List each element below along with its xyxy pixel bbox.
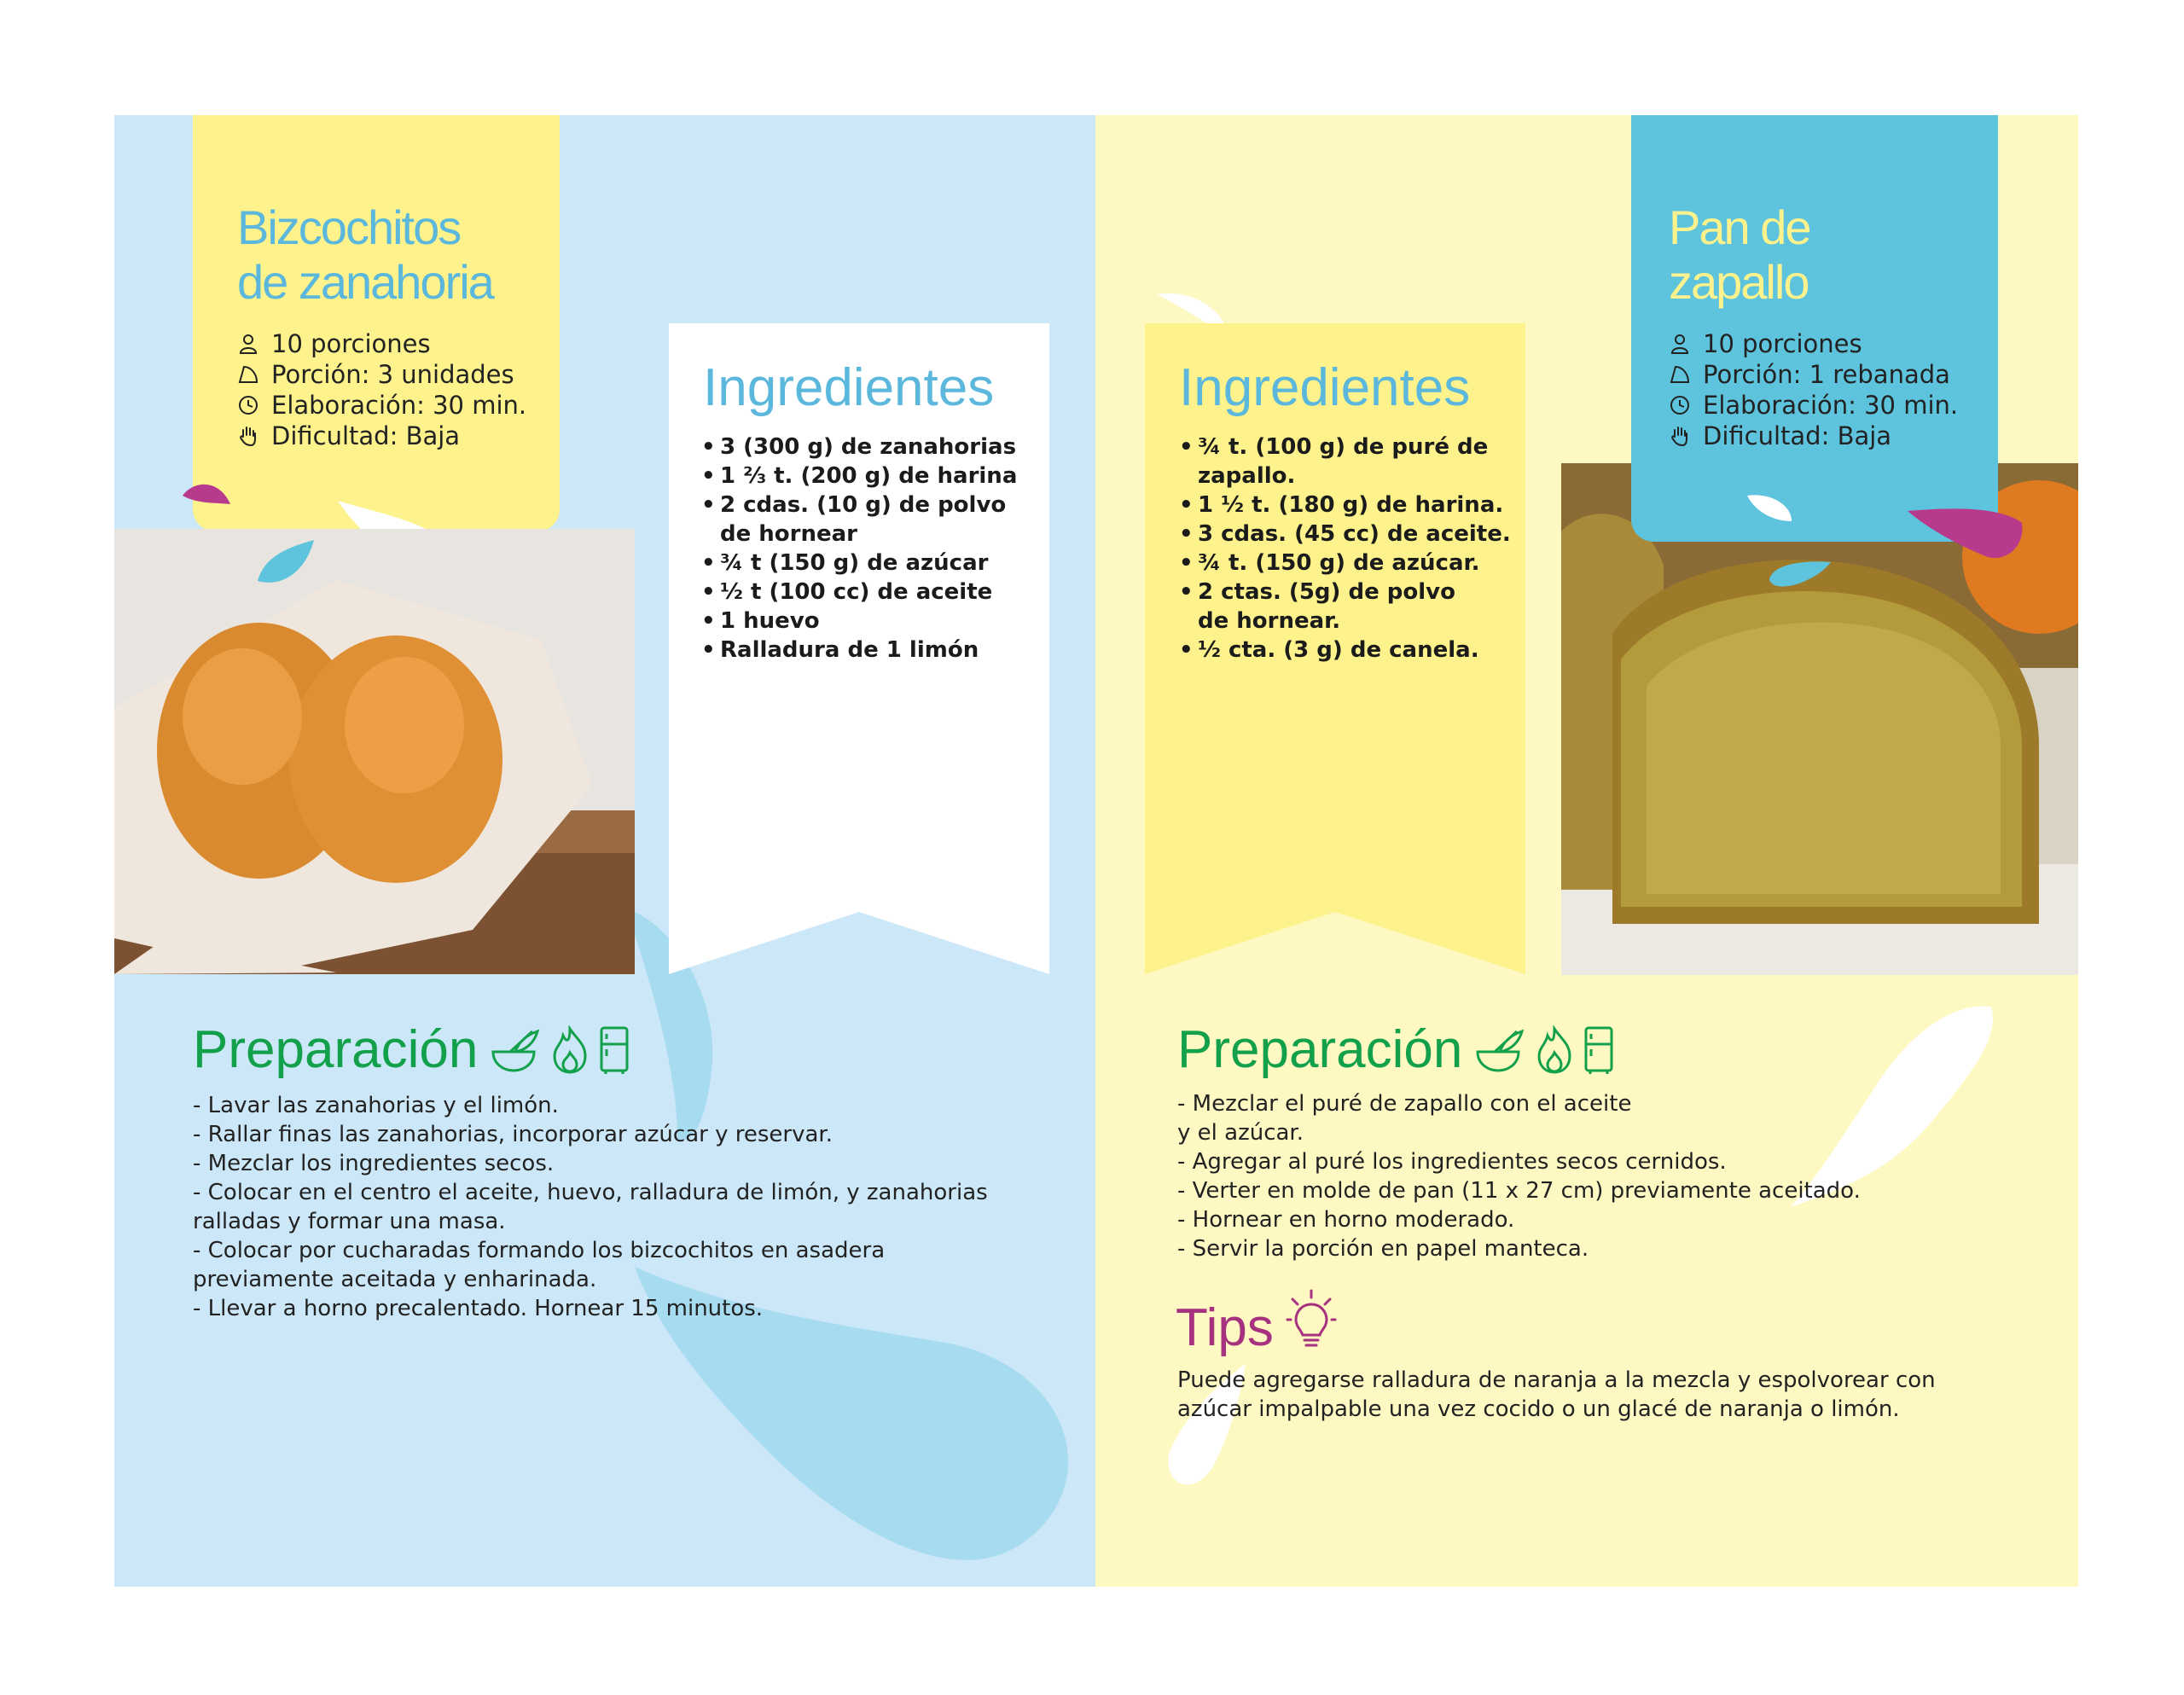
recipe-title <box>237 200 493 310</box>
recipe-title-card <box>193 115 560 531</box>
fridge-icon <box>1583 1025 1614 1075</box>
meta-text: 10 porciones <box>1703 329 1862 358</box>
preparation-heading <box>193 1019 630 1080</box>
meta-text: Porción: 1 rebanada <box>1703 360 1950 389</box>
decorative-drop-shape <box>181 479 232 513</box>
preparation-icons <box>1464 1025 1614 1075</box>
preparation-step: - Hornear en horno moderado. <box>1177 1207 1515 1233</box>
ingredient-item-continuation: de hornear. <box>1198 608 1341 634</box>
recipe-panel-right <box>1095 115 2078 1587</box>
preparation-steps <box>193 1091 988 1323</box>
meta-text: Dificultad: Baja <box>271 421 461 450</box>
recipe-title-line: Bizcochitos <box>237 200 461 254</box>
person-icon <box>237 333 259 355</box>
meta-portion <box>1669 359 1958 390</box>
ingredient-item-continuation: zapallo. <box>1198 463 1296 489</box>
decorative-drop-shape <box>1766 559 1834 589</box>
recipe-title-line: Pan de <box>1669 200 1810 254</box>
preparation-icons <box>479 1025 630 1075</box>
recipe-meta-list <box>237 328 526 451</box>
preparation-step: - Verter en molde de pan (11 x 27 cm) previamente aceitado. <box>1177 1178 1861 1204</box>
hand-icon <box>237 425 259 447</box>
clock-icon <box>237 394 259 416</box>
ingredient-item: • ¾ t. (150 g) de azúcar. <box>1179 549 1511 578</box>
preparation-step-continuation: y el azúcar. <box>1177 1120 1304 1146</box>
preparation-step: - Mezclar los ingredientes secos. <box>193 1151 555 1176</box>
preparation-step: - Colocar por cucharadas formando los bizcochitos en asadera <box>193 1238 886 1263</box>
ingredient-item: • 1 ⅔ t. (200 g) de harina <box>701 461 1017 491</box>
preparation-step: - Lavar las zanahorias y el limón. <box>193 1093 559 1118</box>
preparation-step: - Rallar finas las zanahorias, incorporar azúcar y reservar. <box>193 1122 833 1147</box>
preparation-step: - Llevar a horno precalentado. Hornear 15 minutos. <box>193 1296 764 1321</box>
recipe-title-line: de zanahoria <box>237 255 493 309</box>
preparation-step-continuation: previamente aceitada y enharinada. <box>193 1267 597 1292</box>
carrot-cookies-photo <box>114 529 635 974</box>
flame-icon <box>551 1025 589 1075</box>
preparation-heading <box>1177 1019 1614 1080</box>
ingredients-title: Ingredientes <box>703 358 995 417</box>
meta-portion <box>237 359 526 390</box>
ingredients-banner <box>1145 323 1525 974</box>
meta-text: Porción: 3 unidades <box>271 360 514 389</box>
meta-text: 10 porciones <box>271 329 431 358</box>
tips-title: Tips <box>1176 1298 1274 1357</box>
ingredients-list <box>701 432 1017 665</box>
meta-servings <box>237 328 526 359</box>
meta-text: Elaboración: 30 min. <box>1703 391 1959 420</box>
recipe-title-card <box>1631 115 1998 542</box>
tips-text <box>1177 1366 1936 1424</box>
person-icon <box>1669 333 1691 355</box>
hand-icon <box>1669 425 1691 447</box>
tips-text-line: azúcar impalpable una vez cocido o un glacé de naranja o limón. <box>1177 1396 1900 1422</box>
ingredient-item: • 1 ½ t. (180 g) de harina. <box>1179 491 1511 520</box>
meta-time <box>1669 390 1958 421</box>
ingredients-banner <box>669 323 1049 974</box>
ingredient-item: • ½ t (100 cc) de aceite <box>701 578 1017 607</box>
decorative-drop-shape <box>256 538 316 589</box>
ingredient-item: • 3 (300 g) de zanahorias <box>701 432 1017 461</box>
ingredient-item: • 2 cdas. (10 g) de polvo <box>701 491 1017 520</box>
clock-icon <box>1669 394 1691 416</box>
tips-text-line: Puede agregarse ralladura de naranja a la mezcla y espolvorear con <box>1177 1367 1936 1393</box>
ingredient-item-continuation: de hornear <box>720 521 858 547</box>
preparation-title: Preparación <box>193 1020 479 1079</box>
meta-difficulty <box>237 421 526 451</box>
ingredient-item: • 2 ctas. (5g) de polvo <box>1179 578 1511 607</box>
ingredient-item: • 1 huevo <box>701 607 1017 636</box>
meta-text: Elaboración: 30 min. <box>271 391 527 420</box>
decorative-drop-shape <box>1906 506 2025 566</box>
preparation-step: - Mezclar el puré de zapallo con el aceite <box>1177 1091 1632 1117</box>
lightbulb-icon <box>1286 1289 1337 1367</box>
portion-icon <box>237 363 259 386</box>
preparation-step: - Agregar al puré los ingredientes secos cernidos. <box>1177 1149 1727 1175</box>
preparation-step: - Colocar en el centro el aceite, huevo, ralladura de limón, y zanahorias <box>193 1180 988 1205</box>
meta-difficulty <box>1669 421 1958 451</box>
portion-icon <box>1669 363 1691 386</box>
ingredient-item: • 3 cdas. (45 cc) de aceite. <box>1179 520 1511 549</box>
whisk-bowl-icon <box>1474 1026 1525 1074</box>
ingredients-title: Ingredientes <box>1179 358 1471 417</box>
ingredient-item: • Ralladura de 1 limón <box>701 636 1017 665</box>
meta-text: Dificultad: Baja <box>1703 421 1892 450</box>
preparation-step: - Servir la porción en papel manteca. <box>1177 1236 1589 1262</box>
flame-icon <box>1536 1025 1573 1075</box>
ingredients-list <box>1179 432 1511 665</box>
meta-servings <box>1669 328 1958 359</box>
preparation-title: Preparación <box>1177 1020 1463 1079</box>
decorative-drop-shape <box>1744 492 1795 525</box>
recipe-title-line: zapallo <box>1669 255 1809 309</box>
fridge-icon <box>599 1025 630 1075</box>
tips-heading <box>1176 1289 1337 1367</box>
recipe-panel-left <box>114 115 1095 1587</box>
meta-time <box>237 390 526 421</box>
preparation-step-continuation: ralladas y formar una masa. <box>193 1209 506 1234</box>
ingredient-item: • ¾ t. (100 g) de puré de <box>1179 432 1511 461</box>
whisk-bowl-icon <box>490 1026 541 1074</box>
ingredient-item: • ½ cta. (3 g) de canela. <box>1179 636 1511 665</box>
recipe-meta-list <box>1669 328 1958 451</box>
recipe-title <box>1669 200 1810 310</box>
ingredient-item: • ¾ t (150 g) de azúcar <box>701 549 1017 578</box>
preparation-steps <box>1177 1089 1861 1263</box>
